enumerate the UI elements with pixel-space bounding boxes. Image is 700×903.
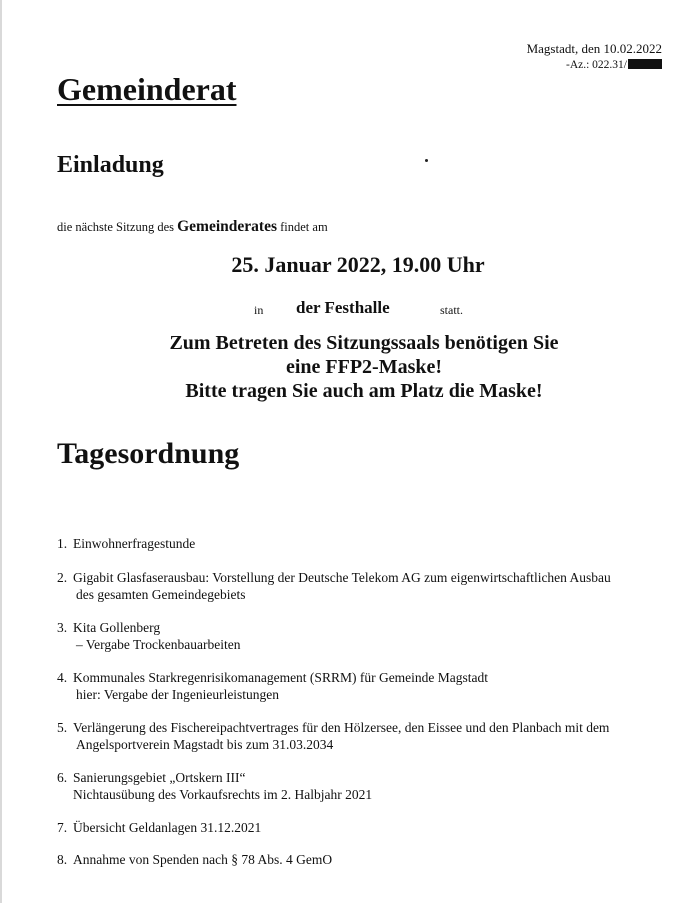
venue-statt: statt. xyxy=(440,303,463,317)
agenda-item-subtext: des gesamten Gemeindegebiets xyxy=(76,587,246,602)
agenda-item-subtext: – Vergabe Trockenbauarbeiten xyxy=(76,637,241,652)
venue-place: der Festhalle xyxy=(296,298,390,317)
invitation-heading: Einladung xyxy=(57,152,164,178)
agenda-item-number: 2. xyxy=(57,570,68,585)
intro-suffix: findet am xyxy=(280,220,328,234)
reference-number xyxy=(566,59,662,71)
place-date: Magstadt, den 10.02.2022 xyxy=(526,41,662,56)
venue-line xyxy=(0,298,700,322)
notice-line-1: Zum Betreten des Sitzungssaals benötigen Sie xyxy=(169,332,559,354)
meeting-date: 25. Januar 2022, 19.00 Uhr xyxy=(231,252,485,277)
agenda-item-number: 5. xyxy=(57,720,68,735)
agenda-item xyxy=(57,669,677,703)
agenda-item xyxy=(57,719,677,753)
venue-in: in xyxy=(254,303,264,317)
reference-text: -Az.: 022.31/ xyxy=(565,59,627,71)
notice-line-3: Bitte tragen Sie auch am Platz die Maske! xyxy=(185,380,543,402)
agenda-item-number: 8. xyxy=(57,852,68,867)
intro-prefix: die nächste Sitzung des xyxy=(57,220,174,234)
agenda-item xyxy=(57,819,677,836)
scan-speck xyxy=(425,159,428,162)
agenda-item xyxy=(57,569,677,603)
mask-notice xyxy=(0,331,700,403)
agenda-item-number: 7. xyxy=(57,820,68,835)
notice-line-2: eine FFP2-Maske! xyxy=(285,356,443,378)
agenda-item-number: 3. xyxy=(57,620,68,635)
page-title: Gemeinderat xyxy=(57,71,237,107)
redaction-bar xyxy=(628,59,662,69)
agenda-item-text: Übersicht Geldanlagen 31.12.2021 xyxy=(73,820,262,835)
agenda-item-number: 4. xyxy=(57,670,68,685)
agenda-item-text: Gigabit Glasfaserausbau: Vorstellung der Deutsche Telekom AG zum eigenwirtschaftlichen Ausbau xyxy=(73,570,611,585)
agenda-item xyxy=(57,619,677,653)
agenda-item xyxy=(57,535,677,552)
agenda-item-text: Kommunales Starkregenrisikomanagement (SRRM) für Gemeinde Magstadt xyxy=(73,670,489,685)
agenda-item-subtext: Angelsportverein Magstadt bis zum 31.03.2034 xyxy=(76,737,334,752)
agenda-item-subtext: hier: Vergabe der Ingenieurleistungen xyxy=(76,687,280,702)
intro-council: Gemeinderates xyxy=(177,218,277,235)
agenda-item-text: Einwohnerfragestunde xyxy=(73,536,196,551)
agenda-item xyxy=(57,769,677,803)
agenda-item-text: Verlängerung des Fischereipachtvertrages für den Hölzersee, den Eissee und den Planbach mit dem xyxy=(73,720,610,735)
agenda-item-text: Annahme von Spenden nach § 78 Abs. 4 GemO xyxy=(73,852,333,867)
agenda-item-text: Kita Gollenberg xyxy=(73,620,161,635)
scan-edge xyxy=(0,0,2,903)
agenda-item-number: 6. xyxy=(57,770,68,785)
agenda-item xyxy=(57,851,677,868)
agenda-item-text: Sanierungsgebiet „Ortskern III“ xyxy=(73,770,246,785)
agenda-item-number: 1. xyxy=(57,536,68,551)
agenda-heading: Tagesordnung xyxy=(57,437,240,470)
agenda-item-subtext: Nichtausübung des Vorkaufsrechts im 2. Halbjahr 2021 xyxy=(73,787,373,802)
intro-line xyxy=(57,218,328,236)
